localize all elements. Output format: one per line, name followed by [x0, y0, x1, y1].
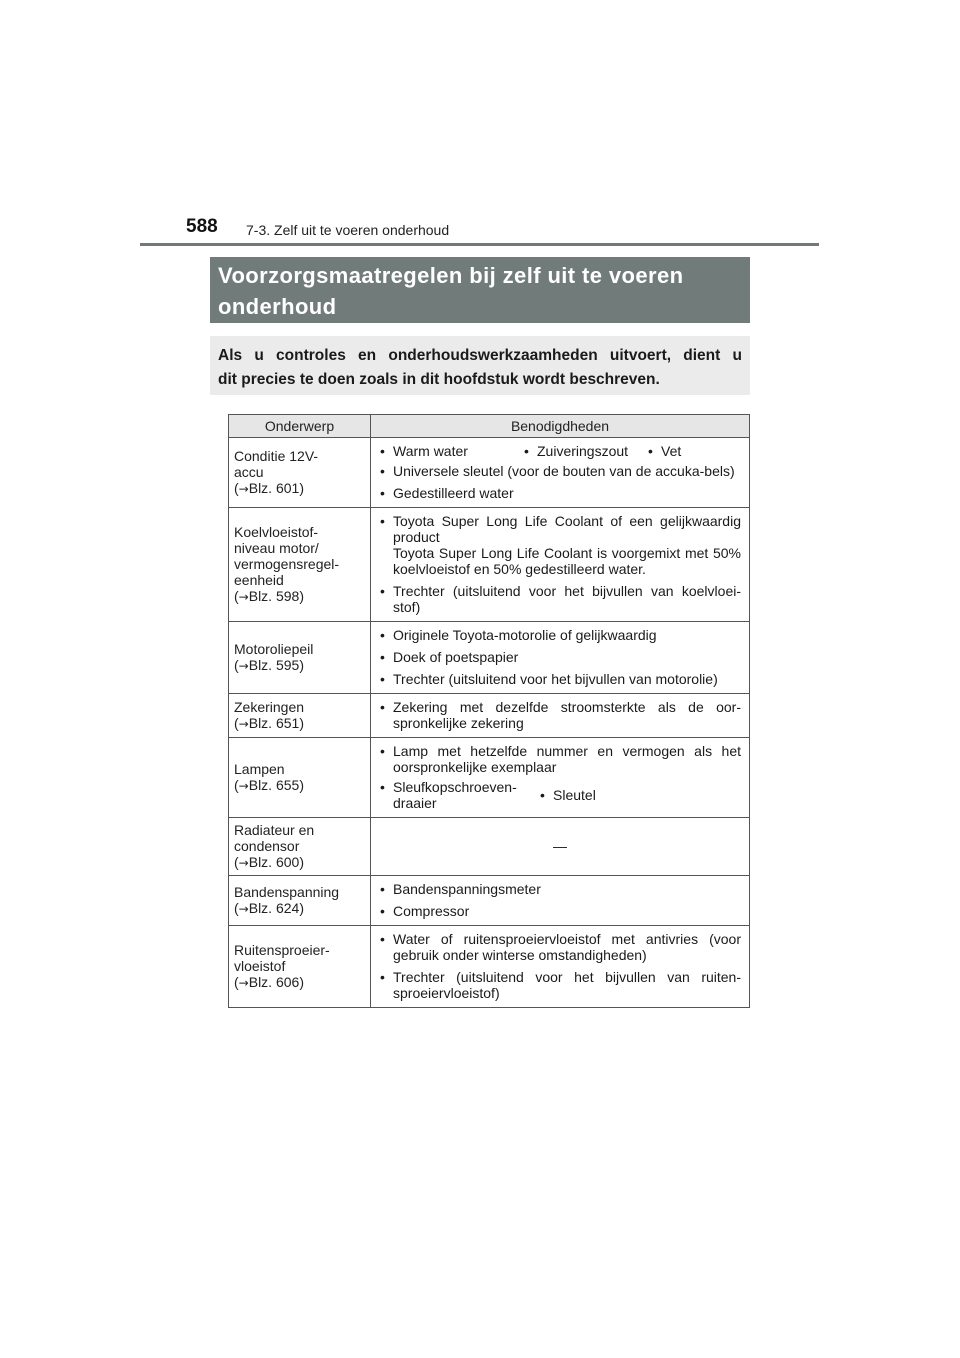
arrow-icon: → — [238, 779, 249, 793]
table-row — [229, 876, 750, 926]
item-note: Toyota Super Long Life Coolant is voorgemixt met 50% koelvloeistof en 50% gedestilleerd water. — [393, 545, 741, 577]
list-item: • Doek of poetspapier — [379, 649, 741, 665]
table-row — [229, 438, 750, 508]
section-label: 7-3. Zelf uit te voeren onderhoud — [246, 222, 450, 238]
column-header-subject: Onderwerp — [229, 415, 371, 438]
column-header-supplies: Benodigdheden — [371, 415, 750, 438]
list-item: • Originele Toyota-motorolie of gelijkwaardig — [379, 627, 741, 643]
arrow-icon: → — [238, 590, 249, 604]
supplies-cell — [371, 818, 750, 876]
supplies-table — [228, 414, 750, 1008]
list-item: • Universele sleutel (voor de bouten van de accuka-bels) — [379, 463, 741, 479]
list-item: • Zekering met dezelfde stroomsterkte als de oor-spronkelijke zekering — [379, 699, 741, 731]
header-rule — [140, 243, 819, 246]
subject-cell: Lampen (→Blz. 655) — [229, 738, 371, 818]
page-number: 588 — [186, 216, 218, 237]
subject-cell: Ruitensproeier- vloeistof (→Blz. 606) — [229, 926, 371, 1008]
arrow-icon: → — [238, 976, 249, 990]
intro-line-1: Als u controles en onderhoudswerkzaamheden uitvoert, dient u — [218, 347, 742, 364]
page-reference-link[interactable]: Blz. 600) — [248, 854, 304, 870]
page-reference-link[interactable]: Blz. 606) — [248, 974, 304, 990]
bullet-list — [379, 699, 741, 731]
supplies-cell — [371, 738, 750, 818]
arrow-icon: → — [238, 717, 249, 731]
table-row — [229, 818, 750, 876]
list-item: • Sleutel — [539, 787, 596, 803]
inline-bullet-row: • Warm water • Zuiveringszout • Vet — [379, 443, 741, 459]
arrow-icon: → — [238, 856, 249, 870]
table-row — [229, 738, 750, 818]
arrow-icon: → — [238, 659, 249, 673]
subject-cell: Bandenspanning (→Blz. 624) — [229, 876, 371, 926]
list-item: • Water of ruitensproeiervloeistof met antivries (voor gebruik onder winterse omstandigheden) — [379, 931, 741, 963]
list-item: • Trechter (uitsluitend voor het bijvullen van ruiten-sproeiervloeistof) — [379, 969, 741, 1001]
list-item: • Bandenspanningsmeter — [379, 881, 741, 897]
no-supplies-dash: — — [553, 838, 567, 854]
table-row — [229, 926, 750, 1008]
two-column-bullets — [379, 777, 741, 813]
table-row — [229, 694, 750, 738]
page-reference-link[interactable]: Blz. 601) — [248, 480, 304, 496]
subject-cell: Motoroliepeil (→Blz. 595) — [229, 622, 371, 694]
table-header-row — [229, 415, 750, 438]
supplies-cell — [371, 622, 750, 694]
supplies-cell — [371, 438, 750, 508]
list-item: • Compressor — [379, 903, 741, 919]
list-item: • Gedestilleerd water — [379, 485, 741, 501]
intro-box — [210, 336, 750, 395]
page-title — [218, 260, 742, 322]
table-row — [229, 622, 750, 694]
page-reference-link[interactable]: Blz. 655) — [248, 777, 304, 793]
bullet-list — [379, 743, 741, 775]
bullet-list — [379, 931, 741, 1001]
bullet-list — [379, 463, 741, 501]
page-reference-link[interactable]: Blz. 598) — [248, 588, 304, 604]
list-item: • Sleufkopschroeven-draaier — [379, 779, 539, 811]
list-item: • Toyota Super Long Life Coolant of een gelijkwaardig product Toyota Super Long Life Coolant is voorgemixt met 50% koelvloeistof en 50% gedestilleerd water. — [379, 513, 741, 577]
list-item: • Trechter (uitsluitend voor het bijvullen van koelvloei-stof) — [379, 583, 741, 615]
bullet-list — [379, 513, 741, 615]
list-item: • Trechter (uitsluitend voor het bijvullen van motorolie) — [379, 671, 741, 687]
page-reference-link[interactable]: Blz. 595) — [248, 657, 304, 673]
subject-cell: Conditie 12V- accu (→Blz. 601) — [229, 438, 371, 508]
subject-cell: Koelvloeistof- niveau motor/ vermogensregel- eenheid (→Blz. 598) — [229, 508, 371, 622]
bullet-list — [379, 627, 741, 687]
page-title-line-1: Voorzorgsmaatregelen bij zelf uit te voeren — [218, 263, 684, 288]
page-title-line-2: onderhoud — [218, 294, 337, 319]
intro-line-2: dit precies te doen zoals in dit hoofdstuk wordt beschreven. — [218, 371, 660, 388]
title-banner — [210, 257, 750, 323]
supplies-cell — [371, 876, 750, 926]
list-item: • Lamp met hetzelfde nummer en vermogen als het oorspronkelijke exemplaar — [379, 743, 741, 775]
bullet-list — [379, 881, 741, 919]
page-reference-link[interactable]: Blz. 651) — [248, 715, 304, 731]
subject-cell: Zekeringen (→Blz. 651) — [229, 694, 371, 738]
supplies-cell — [371, 694, 750, 738]
supplies-cell — [371, 926, 750, 1008]
subject-cell: Radiateur en condensor (→Blz. 600) — [229, 818, 371, 876]
supplies-cell — [371, 508, 750, 622]
arrow-icon: → — [238, 902, 249, 916]
arrow-icon: → — [238, 482, 249, 496]
intro-text — [218, 344, 742, 392]
table-row — [229, 508, 750, 622]
page-reference-link[interactable]: Blz. 624) — [248, 900, 304, 916]
